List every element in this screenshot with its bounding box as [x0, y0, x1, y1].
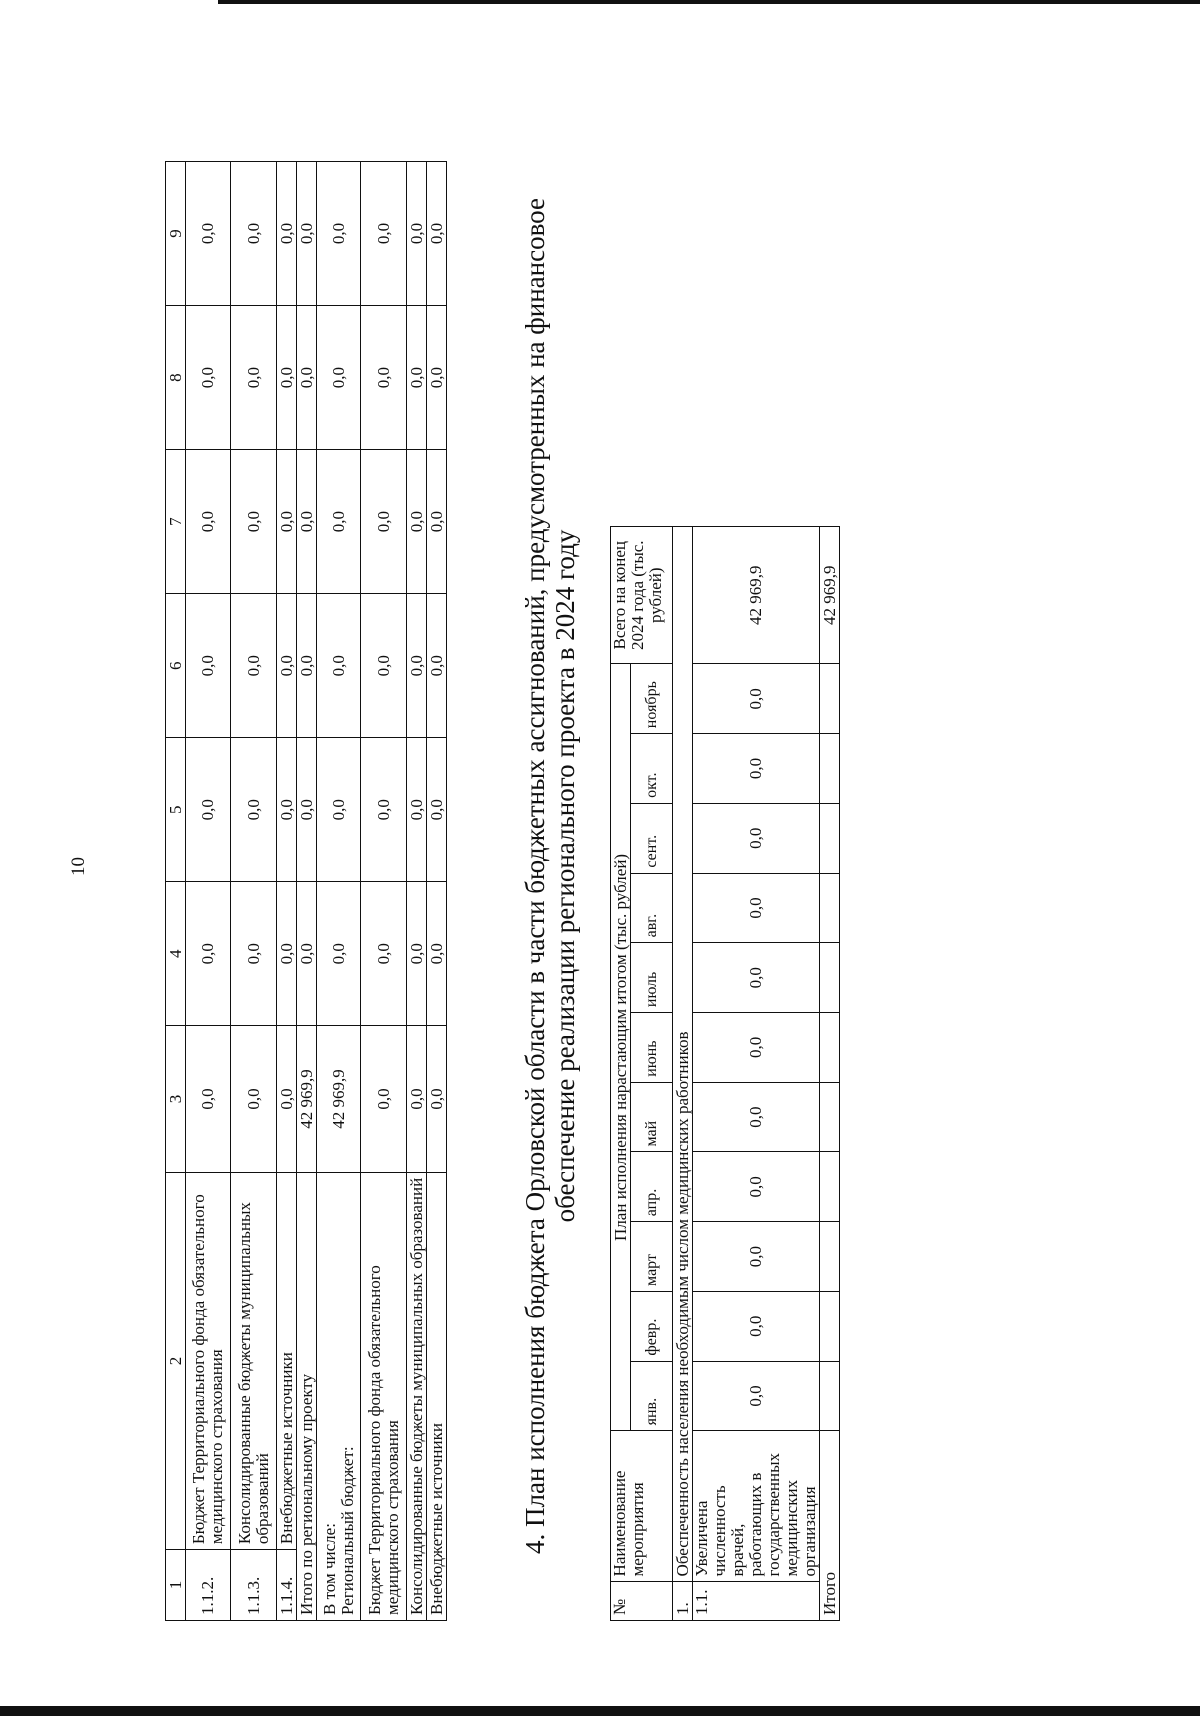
value-cell: 0,0 [361, 738, 407, 882]
value-cell: 0,0 [277, 306, 297, 450]
row-name: Увеличена численность врачей, работающих в государственных медицинских организация [693, 1431, 820, 1582]
value-cell: 0,0 [317, 882, 361, 1026]
table-row [231, 162, 277, 1621]
value-cell: 0,0 [186, 738, 231, 882]
value-cell: 0,0 [186, 450, 231, 594]
table-row [427, 162, 447, 1621]
value-cell: 0,0 [407, 594, 427, 738]
value-cell: 0,0 [297, 882, 317, 1026]
page-number: 10 [68, 857, 89, 876]
value-cell: 0,0 [297, 594, 317, 738]
group-row [673, 527, 693, 1621]
row-code: 1.1.4. [277, 1550, 297, 1621]
empty-cell [820, 664, 840, 734]
empty-cell [820, 1082, 840, 1152]
empty-cell [820, 1013, 840, 1083]
value-cell: 0,0 [277, 162, 297, 306]
value-cell: 0,0 [231, 882, 277, 1026]
table-row [407, 162, 427, 1621]
value-cell: 0,0 [361, 882, 407, 1026]
table-row [186, 162, 231, 1621]
month-header: май [631, 1082, 673, 1152]
month-header: июнь [631, 1013, 673, 1083]
value-cell: 0,0 [186, 306, 231, 450]
row-code: 1.1. [693, 1582, 820, 1621]
row-name: Бюджет Территориального фонда обязательного медицинского страхования [361, 1172, 407, 1620]
column-number: 3 [166, 1026, 186, 1173]
total-label: Итого [820, 1431, 840, 1621]
value-cell: 0,0 [317, 594, 361, 738]
including-row [317, 162, 361, 1621]
header-plan: План исполнения нарастающим итогом (тыс. рублей) [611, 664, 631, 1431]
value-cell: 0,0 [231, 306, 277, 450]
section-heading-line: обеспечение реализации регионального проекта в 2024 году [550, 529, 580, 1223]
row-name: Внебюджетные источники [427, 1172, 447, 1620]
value-cell: 0,0 [693, 803, 820, 873]
value-cell: 0,0 [317, 738, 361, 882]
column-number: 4 [166, 882, 186, 1026]
value-cell: 0,0 [186, 1026, 231, 1173]
value-cell: 0,0 [277, 738, 297, 882]
month-header: март [631, 1222, 673, 1292]
row-name: Консолидированные бюджеты муниципальных образований [407, 1172, 427, 1620]
empty-cell [820, 943, 840, 1013]
value-cell: 0,0 [693, 1361, 820, 1431]
value-cell: 0,0 [361, 162, 407, 306]
month-header: окт. [631, 734, 673, 804]
header-event-name: Наименование мероприятия [611, 1431, 673, 1582]
value-cell: 0,0 [361, 1026, 407, 1173]
value-cell: 0,0 [427, 162, 447, 306]
empty-cell [820, 1291, 840, 1361]
empty-cell [820, 1222, 840, 1292]
value-cell: 0,0 [407, 162, 427, 306]
column-number: 1 [166, 1550, 186, 1621]
value-cell: 42 969,9 [297, 1026, 317, 1173]
value-cell: 0,0 [427, 450, 447, 594]
value-cell: 0,0 [693, 664, 820, 734]
total-row [297, 162, 317, 1621]
value-cell: 0,0 [407, 450, 427, 594]
value-cell: 0,0 [361, 594, 407, 738]
value-cell: 0,0 [693, 943, 820, 1013]
empty-cell [820, 1152, 840, 1222]
value-cell: 0,0 [297, 450, 317, 594]
month-header: ноябрь [631, 664, 673, 734]
section-heading-line: 4. План исполнения бюджета Орловской области в части бюджетных ассигнований, предусмотренных на финансовое [520, 198, 550, 1554]
value-cell: 0,0 [427, 594, 447, 738]
column-number: 7 [166, 450, 186, 594]
total-cell: 42 969,9 [820, 527, 840, 664]
value-cell: 0,0 [407, 306, 427, 450]
month-header: апр. [631, 1152, 673, 1222]
value-cell: 0,0 [277, 594, 297, 738]
value-cell: 0,0 [407, 882, 427, 1026]
month-header: янв. [631, 1361, 673, 1431]
value-cell: 0,0 [186, 594, 231, 738]
value-cell: 0,0 [231, 1026, 277, 1173]
column-number: 8 [166, 306, 186, 450]
row-name: Бюджет Территориального фонда обязательного медицинского страхования [186, 1172, 231, 1549]
value-cell: 0,0 [297, 306, 317, 450]
empty-cell [820, 734, 840, 804]
month-header: июль [631, 943, 673, 1013]
month-header: сент. [631, 803, 673, 873]
group-name: Обеспеченность населения необходимым числом медицинских работников [673, 527, 693, 1582]
column-number: 6 [166, 594, 186, 738]
value-cell: 0,0 [231, 162, 277, 306]
value-cell: 0,0 [407, 1026, 427, 1173]
value-cell: 0,0 [277, 882, 297, 1026]
header-total: Всего на конец 2024 года (тыс. рублей) [611, 527, 673, 664]
value-cell: 0,0 [361, 306, 407, 450]
value-cell: 0,0 [427, 882, 447, 1026]
table-row [361, 162, 407, 1621]
row-name: Внебюджетные источники [277, 1172, 297, 1549]
table-row [693, 527, 820, 1621]
value-cell: 0,0 [297, 162, 317, 306]
value-cell: 0,0 [427, 306, 447, 450]
total-cell: 42 969,9 [693, 527, 820, 664]
column-number: 5 [166, 738, 186, 882]
empty-cell [820, 803, 840, 873]
value-cell: 0,0 [693, 1082, 820, 1152]
value-cell: 0,0 [297, 738, 317, 882]
empty-cell [820, 873, 840, 943]
header-number: № [611, 1582, 673, 1621]
value-cell: 0,0 [361, 450, 407, 594]
row-name: Консолидированные бюджеты муниципальных образований [231, 1172, 277, 1549]
value-cell: 0,0 [186, 882, 231, 1026]
funding-sources-table [165, 161, 447, 1621]
value-cell: 0,0 [317, 162, 361, 306]
total-row [820, 527, 840, 1621]
total-label: Итого по региональному проекту [297, 1172, 317, 1620]
value-cell: 0,0 [277, 450, 297, 594]
value-cell: 0,0 [231, 594, 277, 738]
budget-plan-table [610, 526, 840, 1621]
value-cell: 0,0 [693, 734, 820, 804]
value-cell: 0,0 [693, 1013, 820, 1083]
value-cell: 0,0 [427, 738, 447, 882]
value-cell: 0,0 [277, 1026, 297, 1173]
value-cell: 0,0 [231, 738, 277, 882]
table-header-row [166, 162, 186, 1621]
section-heading [520, 176, 580, 1576]
value-cell: 0,0 [427, 1026, 447, 1173]
column-number: 2 [166, 1172, 186, 1549]
row-code: 1.1.3. [231, 1550, 277, 1621]
value-cell: 0,0 [693, 1291, 820, 1361]
table-header-row [611, 527, 631, 1621]
including-label: В том числе: Региональный бюджет: [317, 1172, 361, 1620]
value-cell: 0,0 [231, 450, 277, 594]
column-number: 9 [166, 162, 186, 306]
table-row [277, 162, 297, 1621]
month-header: авг. [631, 873, 673, 943]
row-code: 1. [673, 1582, 693, 1621]
value-cell: 0,0 [693, 1152, 820, 1222]
value-cell: 0,0 [693, 1222, 820, 1292]
value-cell: 0,0 [317, 306, 361, 450]
month-header: февр. [631, 1291, 673, 1361]
empty-cell [820, 1361, 840, 1431]
value-cell: 0,0 [693, 873, 820, 943]
value-cell: 0,0 [317, 450, 361, 594]
value-cell: 42 969,9 [317, 1026, 361, 1173]
row-code: 1.1.2. [186, 1550, 231, 1621]
value-cell: 0,0 [407, 738, 427, 882]
value-cell: 0,0 [186, 162, 231, 306]
